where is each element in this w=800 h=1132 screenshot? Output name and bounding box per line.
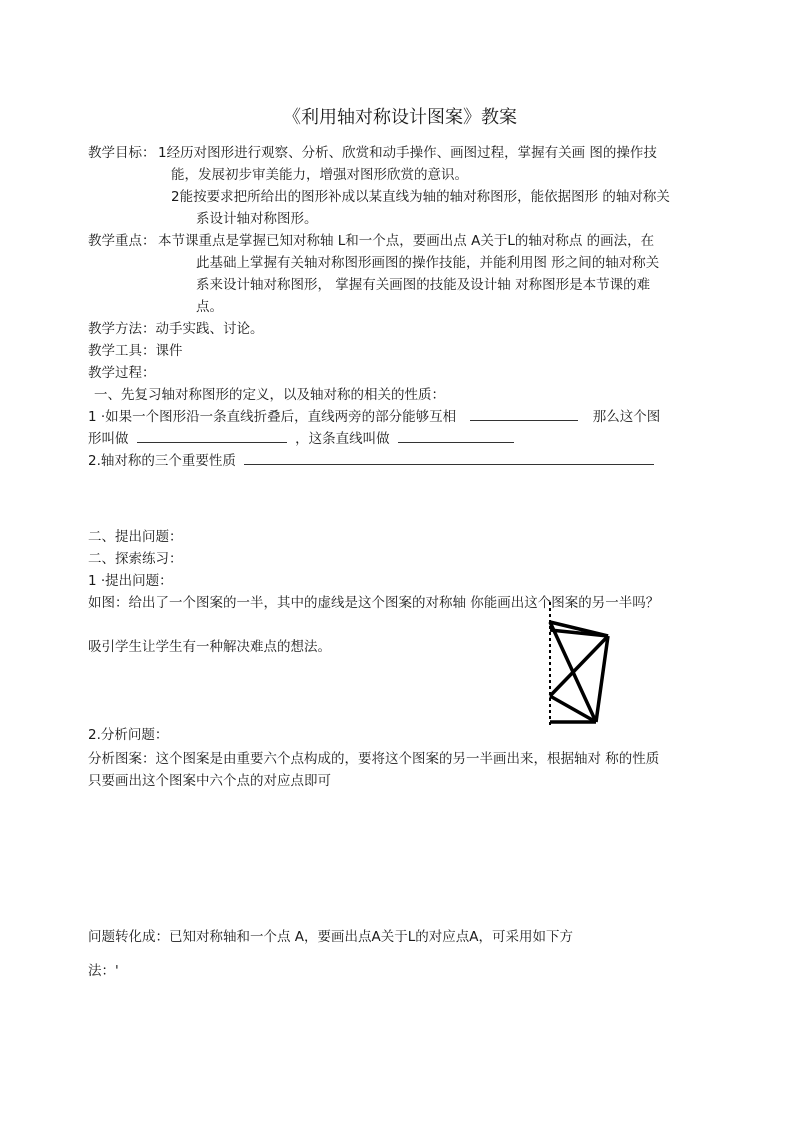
- blank-2: [137, 430, 287, 443]
- half-pattern-figure: [540, 600, 620, 728]
- question-1-text-d: ，这条直线叫做: [295, 431, 390, 447]
- question-2-text: 2.轴对称的三个重要性质: [88, 453, 236, 469]
- question-1-text-b: 那么这个图: [592, 409, 661, 425]
- question-2: [88, 452, 654, 470]
- objectives-item2-line1: 2能按要求把所给出的图形补成以某直线为轴的轴对称图形，能依据图形 的轴对称关: [171, 189, 670, 205]
- question-1-text-c: 形叫做: [88, 431, 129, 447]
- analyze-line1: 分析图案：这个图案是由重要六个点构成的，要将这个图案的另一半画出来，根据轴对 称的性质: [88, 751, 660, 767]
- blank-4: [244, 452, 654, 465]
- raise-question-text: 如图：给出了一个图案的一半，其中的虚线是这个图案的对称轴 你能画出这个图案的另一半吗？: [88, 595, 660, 611]
- keypoints-label: 教学重点：: [88, 233, 156, 249]
- keypoints-line3: 系来设计轴对称图形， 掌握有关画图的技能及设计轴 对称图形是本节课的难: [196, 277, 651, 293]
- keypoints-line2: 此基础上掌握有关轴对称图形画图的操作技能，并能利用图 形之间的轴对称关: [196, 255, 660, 271]
- teaching-tools: 教学工具：课件: [88, 343, 183, 359]
- objectives-label: 教学目标：: [88, 145, 156, 161]
- keypoints-line1: 本节课重点是掌握已知对称轴 L和一个点，要画出点 A关于L的轴对称点 的画法，在: [158, 233, 655, 249]
- analyze-heading: 2.分析问题：: [88, 727, 169, 743]
- question-1-line1: [88, 408, 660, 426]
- teaching-process: 教学过程：: [88, 365, 156, 381]
- document-title: 《利用轴对称设计图案》教案: [283, 107, 517, 128]
- blank-3: [398, 430, 514, 443]
- objectives-item1-line1: 1经历对图形进行观察、分析、欣赏和动手操作、画图过程，掌握有关画 图的操作技: [158, 145, 657, 161]
- blank-1: [470, 408, 578, 421]
- attract-text: 吸引学生让学生有一种解决难点的想法。: [88, 639, 331, 655]
- pattern-lines: [550, 622, 608, 722]
- method-tail: 法：': [88, 963, 119, 979]
- section-explore-practice: 二、探索练习：: [88, 551, 183, 567]
- keypoints-line4: 点。: [196, 299, 223, 315]
- question-1-line2: [88, 430, 514, 448]
- problem-transform: 问题转化成：已知对称轴和一个点 A，要画出点A关于L的对应点A，可采用如下方: [88, 929, 574, 945]
- review-heading: 一、先复习轴对称图形的定义，以及轴对称的相关的性质：: [94, 387, 445, 403]
- objectives-item1-line2: 能，发展初步审美能力，增强对图形欣赏的意识。: [171, 167, 468, 183]
- objectives-item2-line2: 系设计轴对称图形。: [196, 211, 318, 227]
- analyze-line2: 只要画出这个图案中六个点的对应点即可: [88, 773, 331, 789]
- teaching-method: 教学方法：动手实践、讨论。: [88, 321, 264, 337]
- raise-question-heading: 1 ·提出问题：: [88, 573, 173, 589]
- section-raise-question: 二、提出问题：: [88, 529, 183, 545]
- question-1-text-a: 1 ·如果一个图形沿一条直线折叠后，直线两旁的部分能够互相: [88, 409, 457, 425]
